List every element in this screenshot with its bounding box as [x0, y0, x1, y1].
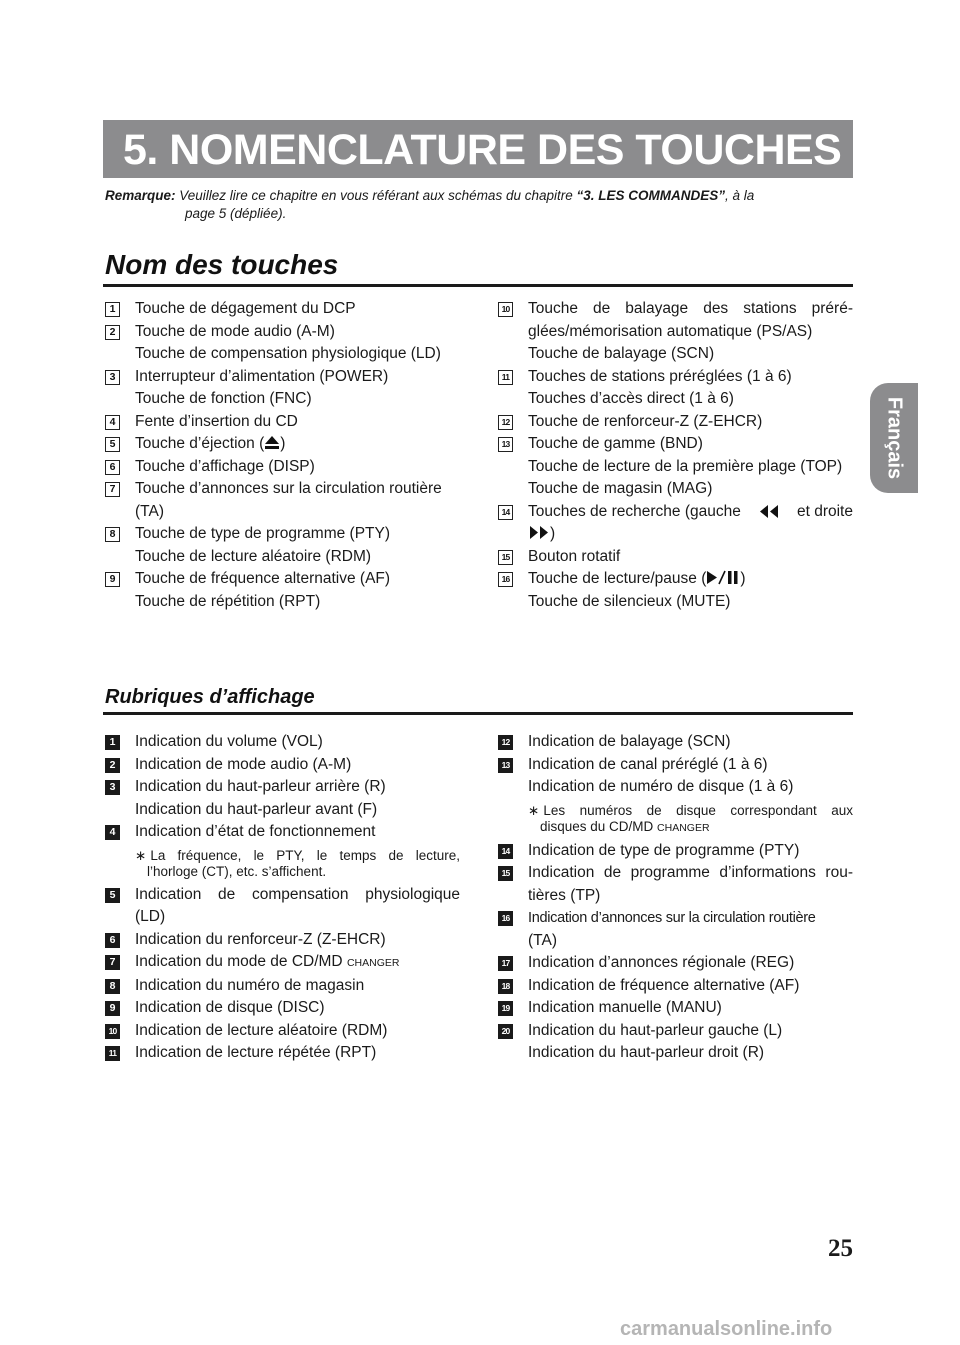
item-text: Indication de lecture répétée (RPT) [135, 1044, 377, 1061]
item-text [135, 433, 460, 456]
item-text: Indication de mode audio (A-M) [135, 755, 352, 773]
item-text: Indication manuelle (MANU) [528, 999, 722, 1016]
item-text: Touche de fonction (FNC) [135, 390, 312, 407]
item-text-a: Indication du mode de CD/MD [135, 953, 347, 970]
item-text: Touches d’accès direct (1 à 6) [528, 390, 734, 407]
item-text: Indication du volume (VOL) [135, 733, 323, 750]
item-number: 9 [105, 572, 120, 587]
item-number: 4 [105, 825, 120, 840]
item-number: 15 [498, 866, 513, 881]
item-number: 20 [498, 1024, 513, 1039]
list-item [105, 997, 460, 1020]
item-number: 11 [498, 370, 513, 385]
list-item [498, 366, 853, 411]
language-tab-label: Français [883, 396, 906, 480]
list-item [105, 776, 460, 821]
list-item [105, 754, 460, 777]
item-number: 6 [105, 933, 120, 948]
list-item [105, 1020, 460, 1043]
item-note [135, 844, 460, 884]
item-text: Touche de compensation physiologique (LD) [135, 345, 441, 362]
section-rule [103, 712, 853, 715]
watermark: carmanualsonline.info [620, 1318, 833, 1340]
display-right-column [498, 731, 853, 1065]
item-text: Touche d’affichage (DISP) [135, 457, 315, 475]
note-line: l’horloge (CT), etc. s’affichent. [147, 863, 327, 879]
item-text: Touche de gamme (BND) [528, 435, 703, 452]
note-text: CHANGER [657, 821, 710, 834]
remark-line2: page 5 (dépliée). [185, 206, 287, 221]
list-item [498, 546, 853, 569]
item-text: Indication d’état de fonctionnement [135, 823, 376, 840]
note-line [528, 803, 853, 819]
item-text: Indication de fréquence alternative (AF) [528, 976, 800, 994]
item-number: 7 [105, 482, 120, 497]
item-text: Indication du haut-parleur arrière (R) [135, 778, 386, 795]
section-title-buttons: Nom des touches [105, 249, 339, 280]
list-item [105, 731, 460, 754]
item-number: 15 [498, 550, 513, 565]
item-number: 17 [498, 956, 513, 971]
list-item [105, 975, 460, 998]
list-item [105, 366, 460, 411]
list-item [105, 884, 460, 929]
list-item [498, 997, 853, 1020]
list-item [498, 411, 853, 434]
item-text: Indication du numéro de magasin [135, 976, 365, 994]
item-text: (TA) [135, 502, 164, 520]
list-item [498, 754, 853, 840]
item-text: Touche de renforceur-Z (Z-EHCR) [528, 412, 763, 430]
list-item [105, 523, 460, 568]
item-number: 2 [105, 325, 120, 340]
item-text: Touche de lecture aléatoire (RDM) [135, 547, 372, 565]
search-right-icon [528, 525, 550, 540]
page-title: 5. NOMENCLATURE DES TOUCHES [123, 126, 842, 174]
list-item [105, 1042, 460, 1065]
section-title-display: Rubriques d’affichage [105, 686, 315, 708]
list-item [105, 298, 460, 321]
note-mark: ∗ [528, 802, 540, 818]
item-number: 3 [105, 780, 120, 795]
list-item [498, 433, 853, 501]
list-item [498, 952, 853, 975]
item-text [528, 501, 853, 524]
note-line [135, 848, 460, 864]
item-text-a: Touches de recherche (gauche [528, 502, 741, 520]
list-item [498, 501, 853, 546]
item-text-b: CHANGER [346, 957, 400, 969]
item-text: Touche de balayage (SCN) [528, 345, 715, 362]
search-left-icon [758, 504, 780, 519]
item-number: 13 [498, 758, 513, 773]
item-number: 1 [105, 302, 120, 317]
item-text: Indication de programme d’informations rou- [528, 864, 853, 881]
item-text: Indication de compensation physiologique [135, 885, 460, 903]
item-text: (TA) [528, 931, 557, 949]
item-number: 1 [105, 735, 120, 750]
list-item [498, 862, 853, 907]
item-text: Indication du haut-parleur gauche (L) [528, 1021, 783, 1039]
item-number: 18 [498, 979, 513, 994]
item-text: Indication de type de programme (PTY) [528, 841, 800, 859]
item-number: 14 [498, 844, 513, 859]
item-text-b: ) [740, 570, 746, 587]
item-number: 11 [105, 1046, 120, 1061]
list-item [498, 568, 853, 613]
item-text [528, 523, 853, 546]
section-rule [103, 284, 853, 287]
remark [105, 187, 855, 223]
list-item [498, 975, 853, 998]
item-number: 14 [498, 505, 513, 520]
remark-label: Remarque: [105, 188, 176, 203]
display-left-column [105, 731, 460, 1065]
list-item [498, 731, 853, 754]
list-item [105, 456, 460, 479]
item-text: (LD) [135, 908, 166, 925]
item-number: 4 [105, 415, 120, 430]
item-number: 13 [498, 437, 513, 452]
list-item [105, 478, 460, 523]
item-text: Indication du haut-parleur avant (F) [135, 800, 378, 818]
page-number: 25 [828, 1235, 853, 1262]
list-item [498, 907, 853, 952]
item-number: 12 [498, 735, 513, 750]
item-number: 12 [498, 415, 513, 430]
eject-icon [264, 435, 280, 450]
item-text: Touche de répétition (RPT) [135, 592, 321, 610]
list-item [105, 568, 460, 613]
buttons-right-column [498, 298, 853, 613]
item-text: Touche de silencieux (MUTE) [528, 592, 731, 610]
item-text: Touche d’annonces sur la circulation routière [135, 480, 442, 497]
item-text-c: ) [550, 525, 556, 542]
item-text: Touche de balayage des stations préré- [528, 300, 853, 317]
item-text: Touche de mode audio (A-M) [135, 322, 335, 340]
note-text: Les numéros de disque correspondant aux [543, 802, 853, 818]
item-text: Indication de lecture aléatoire (RDM) [135, 1021, 388, 1039]
item-text: Bouton rotatif [528, 547, 621, 565]
item-text-a: Touche de lecture/pause ( [528, 570, 707, 587]
item-text: Indication d’annonces régionale (REG) [528, 954, 795, 971]
item-text-a: Touche d’éjection ( [135, 435, 265, 452]
item-text: Indication d’annonces sur la circulation routière [528, 910, 816, 926]
language-tab [870, 383, 918, 493]
list-item [105, 321, 460, 366]
item-note [528, 799, 853, 840]
item-text: Touche de type de programme (PTY) [135, 525, 391, 542]
buttons-left-column [105, 298, 460, 613]
item-text: Touche de magasin (MAG) [528, 480, 713, 497]
list-item [105, 433, 460, 456]
item-number: 5 [105, 888, 120, 903]
item-text-b: ) [280, 435, 286, 452]
item-text-b: et droite [796, 502, 853, 520]
list-item [498, 1020, 853, 1065]
remark-chapter-ref: “3. LES COMMANDES” [576, 188, 726, 203]
item-text: Indication du haut-parleur droit (R) [528, 1044, 765, 1061]
item-text: Indication de canal préréglé (1 à 6) [528, 755, 768, 773]
item-text: Fente d’insertion du CD [135, 412, 298, 430]
item-number: 9 [105, 1001, 120, 1016]
item-number: 7 [105, 955, 120, 970]
title-banner [103, 120, 853, 178]
item-text: Touche de fréquence alternative (AF) [135, 570, 391, 587]
item-text: Touche de lecture de la première plage (TOP) [528, 457, 843, 475]
item-number: 5 [105, 437, 120, 452]
item-text: Indication de disque (DISC) [135, 999, 325, 1016]
play-pause-icon [706, 570, 740, 585]
list-item [498, 298, 853, 366]
item-number: 16 [498, 572, 513, 587]
item-text: Touche de dégagement du DCP [135, 300, 356, 317]
note-line [528, 819, 853, 836]
item-text: glées/mémorisation automatique (PS/AS) [528, 322, 813, 340]
item-text [135, 951, 460, 975]
item-number: 19 [498, 1001, 513, 1016]
item-number: 8 [105, 527, 120, 542]
item-number: 10 [498, 302, 513, 317]
item-number: 10 [105, 1024, 120, 1039]
item-number: 16 [498, 911, 513, 926]
list-item [105, 411, 460, 434]
item-number: 8 [105, 979, 120, 994]
note-mark: ∗ [135, 847, 147, 863]
item-text [528, 568, 853, 591]
list-item [105, 929, 460, 952]
item-number: 2 [105, 758, 120, 773]
item-text: Touches de stations préréglées (1 à 6) [528, 367, 792, 385]
list-item [105, 821, 460, 884]
item-number: 3 [105, 370, 120, 385]
item-text: Interrupteur d’alimentation (POWER) [135, 367, 389, 385]
note-text: disques du CD/MD [540, 818, 658, 834]
remark-text-b: , à la [725, 188, 755, 203]
list-item [105, 951, 460, 975]
note-text: La fréquence, le PTY, le temps de lecture, [150, 847, 460, 863]
item-number: 6 [105, 460, 120, 475]
item-text: Indication de balayage (SCN) [528, 733, 731, 750]
list-item [498, 840, 853, 863]
item-text: tières (TP) [528, 886, 601, 904]
item-text: Indication du renforceur-Z (Z-EHCR) [135, 930, 386, 948]
item-text: Indication de numéro de disque (1 à 6) [528, 778, 794, 795]
remark-text-a: Veuillez lire ce chapitre en vous référant aux schémas du chapitre [175, 188, 577, 203]
